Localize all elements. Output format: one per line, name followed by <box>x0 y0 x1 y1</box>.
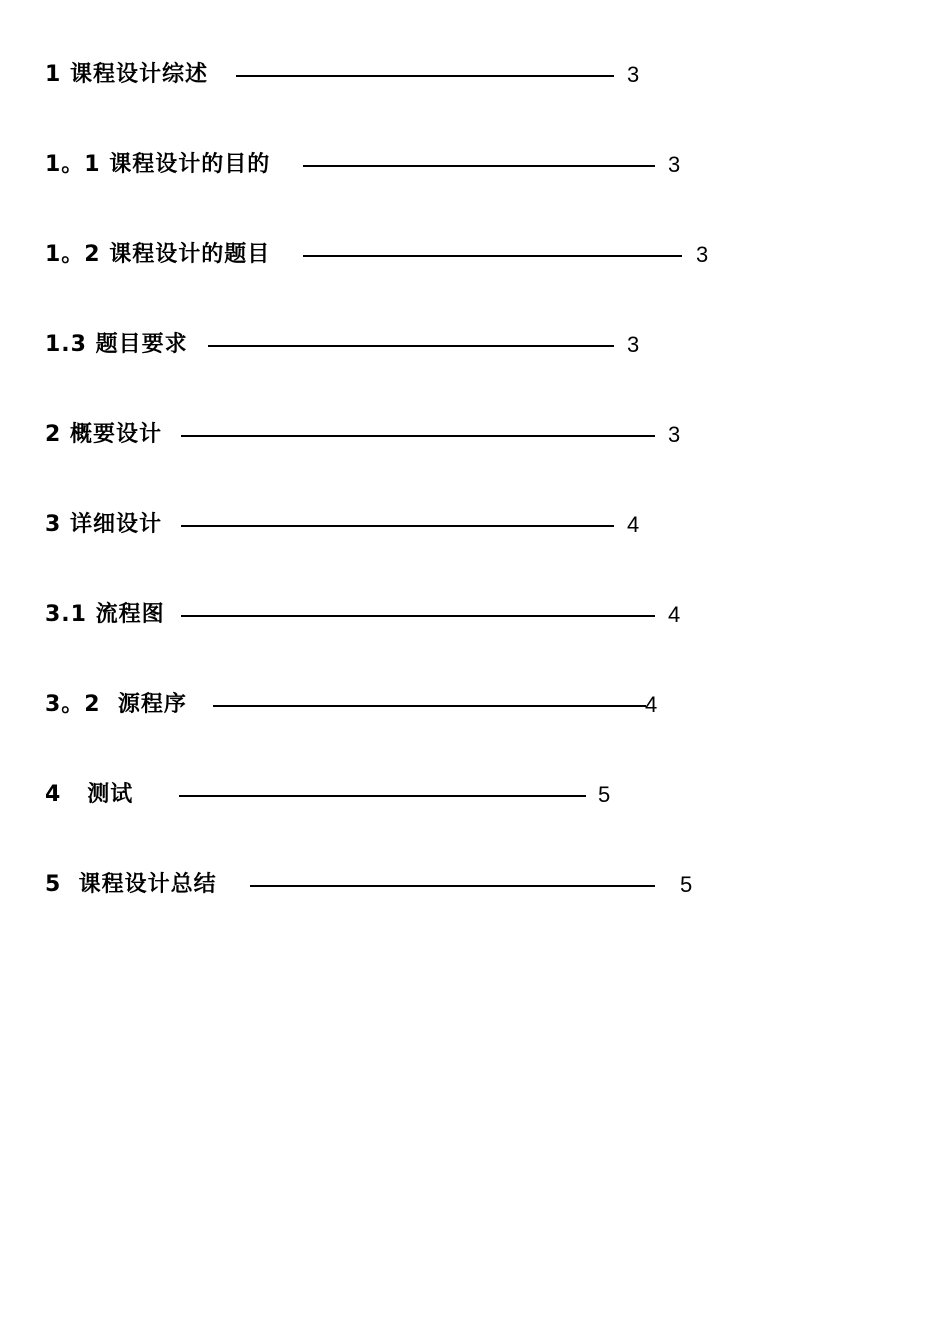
toc-entry-label: 3.1 流程图 <box>45 602 165 627</box>
toc-entry-page: 3 <box>668 422 681 447</box>
toc-entry-page: 3 <box>668 152 681 177</box>
toc-leader-line <box>181 525 614 527</box>
toc-entry-page: 5 <box>680 872 693 897</box>
toc-entry-page: 5 <box>598 782 611 807</box>
toc-leader-line <box>181 435 655 437</box>
toc-entry-label: 3 详细设计 <box>45 512 162 537</box>
toc-entry-label: 5 课程设计总结 <box>45 872 217 897</box>
toc-leader-line <box>303 165 655 167</box>
toc-entry-1-1[interactable] <box>0 145 950 185</box>
toc-entry-5[interactable] <box>0 865 950 905</box>
toc-entry-page: 4 <box>668 602 681 627</box>
toc-entry-page: 4 <box>645 692 658 717</box>
toc-leader-line <box>303 255 682 257</box>
toc-entry-3-1[interactable] <box>0 595 950 635</box>
toc-entry-label: 3。2 源程序 <box>45 692 187 717</box>
toc-entry-page: 3 <box>696 242 709 267</box>
toc-entry-page: 4 <box>627 512 640 537</box>
toc-entry-page: 3 <box>627 62 640 87</box>
toc-entry-4[interactable] <box>0 775 950 815</box>
toc-entry-3[interactable] <box>0 505 950 545</box>
toc-entry-label: 1 课程设计综述 <box>45 62 208 87</box>
toc-entry-1[interactable] <box>0 55 950 95</box>
toc-entry-label: 1。2 课程设计的题目 <box>45 242 271 267</box>
toc-leader-line <box>213 705 646 707</box>
toc-entry-label: 2 概要设计 <box>45 422 162 447</box>
toc-leader-line <box>181 615 655 617</box>
toc-entry-1-3[interactable] <box>0 325 950 365</box>
toc-entry-1-2[interactable] <box>0 235 950 275</box>
toc-entry-label: 4 测试 <box>45 782 134 807</box>
toc-entry-page: 3 <box>627 332 640 357</box>
toc-entry-label: 1。1 课程设计的目的 <box>45 152 271 177</box>
toc-leader-line <box>236 75 614 77</box>
toc-leader-line <box>250 885 655 887</box>
toc-leader-line <box>179 795 586 797</box>
toc-entry-label: 1.3 题目要求 <box>45 332 188 357</box>
toc-leader-line <box>208 345 614 347</box>
toc-entry-2[interactable] <box>0 415 950 455</box>
toc-entry-3-2[interactable] <box>0 685 950 725</box>
